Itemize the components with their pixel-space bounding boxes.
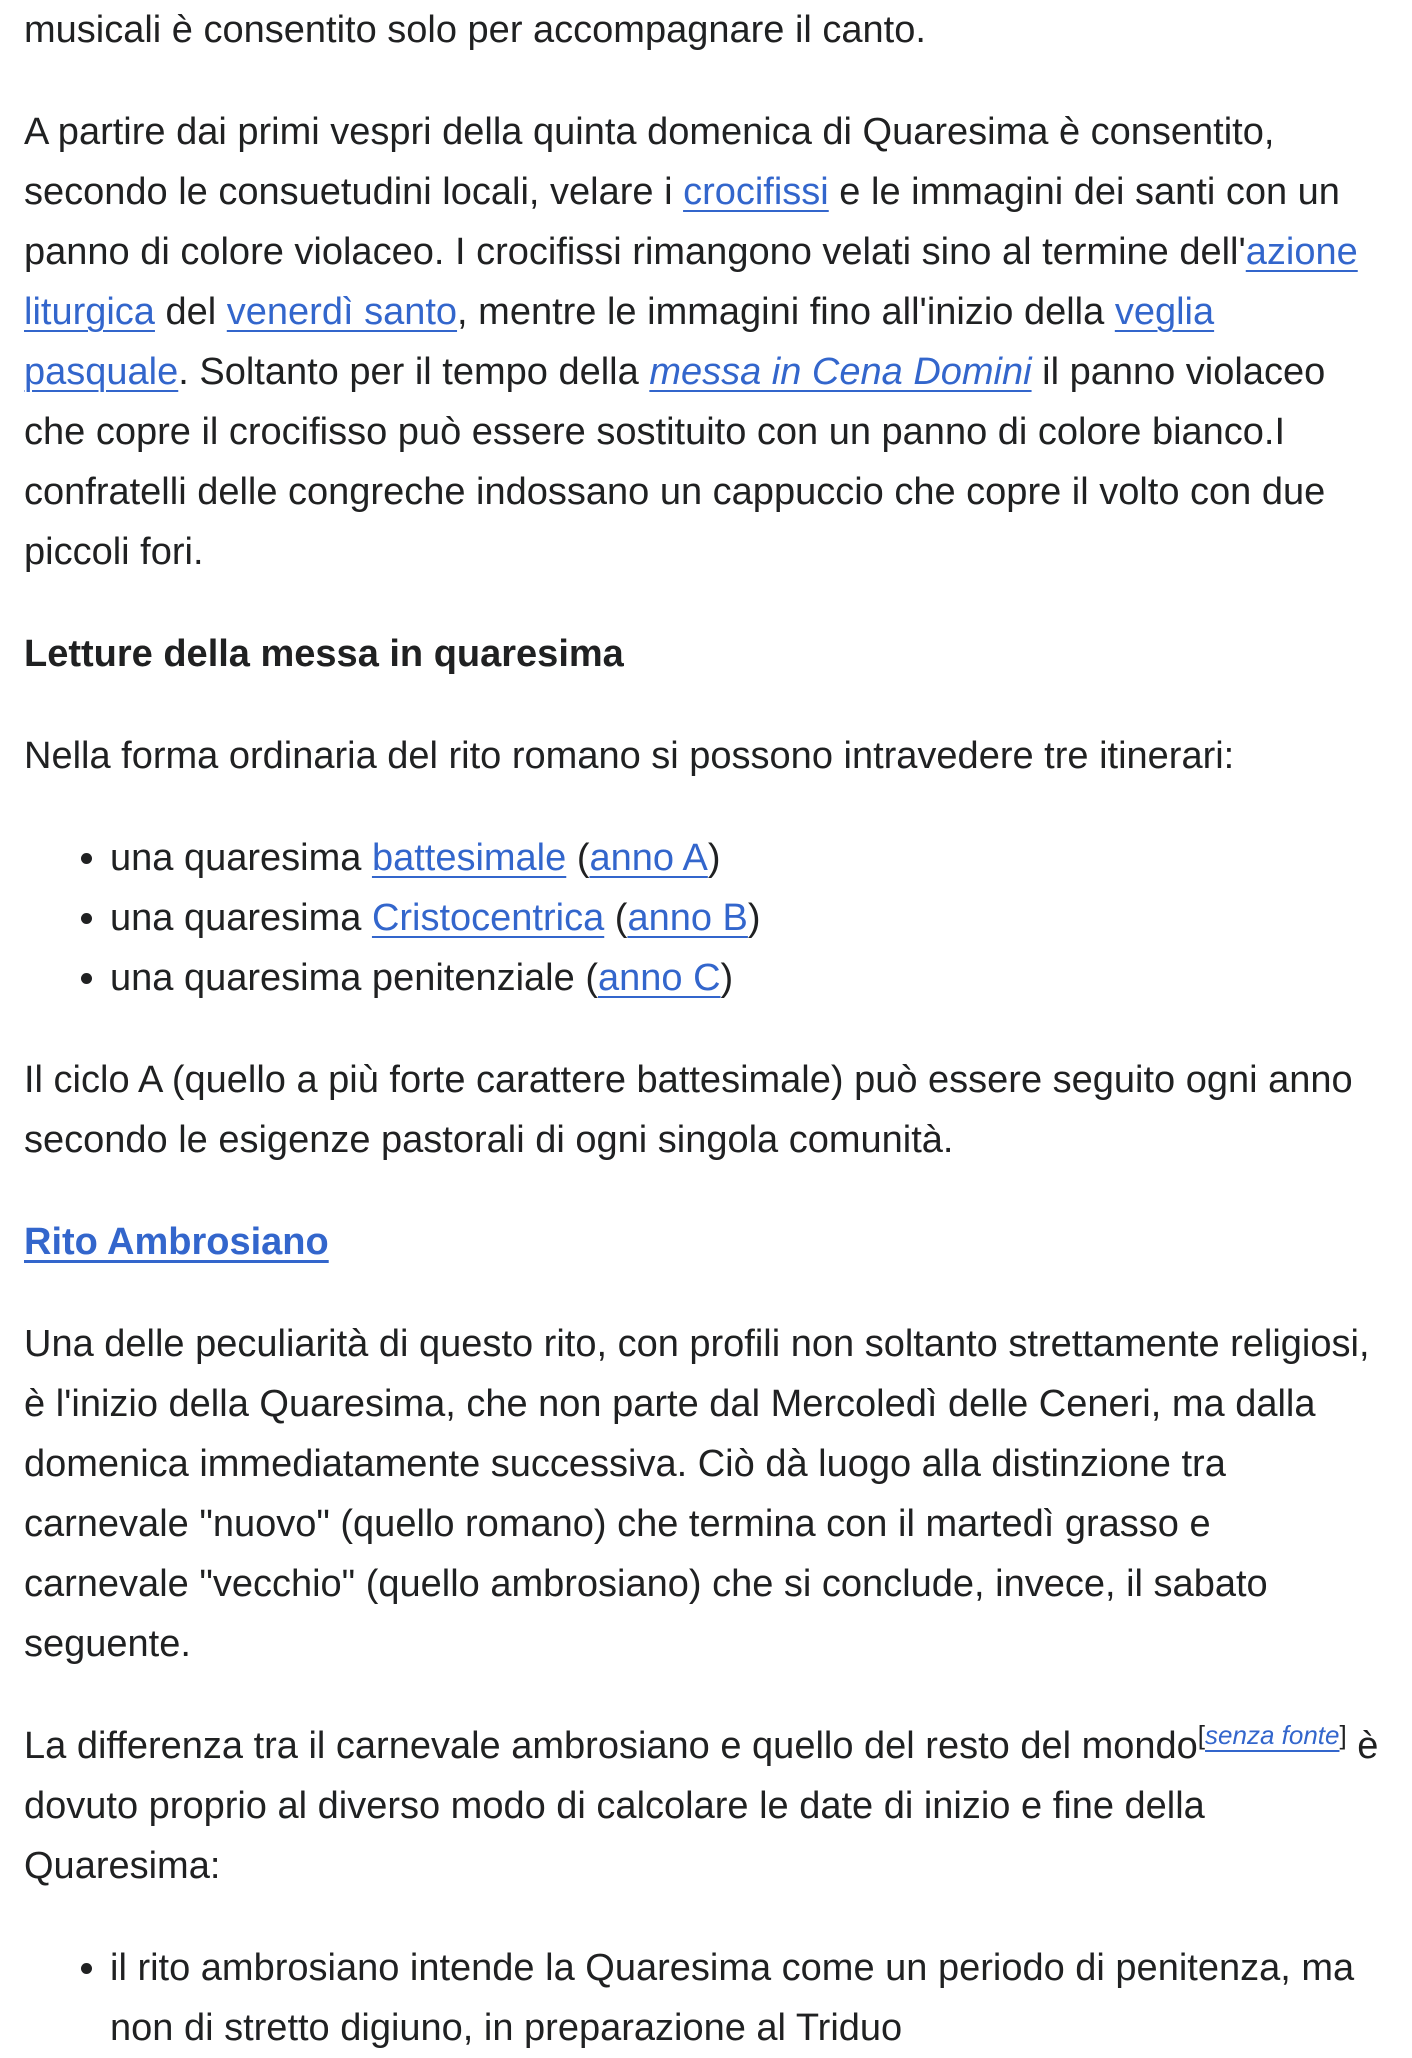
itinerari-list <box>24 828 1380 1008</box>
text: ) <box>747 897 761 939</box>
list-item <box>110 948 1380 1008</box>
paragraph-differenza <box>24 1716 1380 1896</box>
link-veglia-pasquale[interactable]: veglia pasquale <box>24 291 1215 393</box>
bracket: ] <box>1339 1720 1347 1750</box>
paragraph-itinerari: Nella forma ordinaria del rito romano si possono intravedere tre itinerari: <box>24 735 1235 777</box>
text: ( <box>604 897 628 939</box>
text: e le immagini dei santi con un panno di colore violaceo. I crocifissi rimangono velati sino al termine dell' <box>24 171 1340 273</box>
link-battesimale[interactable]: battesimale <box>371 837 567 879</box>
text: , mentre le immagini fino all'inizio della <box>457 291 1115 333</box>
citation-needed <box>1198 1720 1347 1750</box>
list-item <box>110 828 1380 888</box>
paragraph-veiling <box>24 102 1380 582</box>
text: A partire dai primi vespri della quinta domenica di Quaresima è consentito, secondo le consuetudini locali, velare i <box>24 111 1275 213</box>
link-anno-a[interactable]: anno A <box>589 837 708 879</box>
link-anno-c[interactable]: anno C <box>597 957 721 999</box>
bracket: [ <box>1197 1720 1206 1750</box>
link-rito-ambrosiano[interactable]: Rito Ambrosiano <box>24 1221 329 1263</box>
link-cristocentrica[interactable]: Cristocentrica <box>371 897 605 939</box>
text: il panno violaceo che copre il crocifisso può essere sostituito con un panno di colore bianco.I confratelli delle congreche indossano un cappuccio che copre il volto con due piccoli fori. <box>24 351 1326 573</box>
quaresima-list <box>24 1938 1380 2058</box>
link-crocifissi[interactable]: crocifissi <box>683 171 829 213</box>
link-anno-b[interactable]: anno B <box>627 897 748 939</box>
text: . Soltanto per il tempo della <box>178 351 650 393</box>
link-venerdi-santo[interactable]: venerdì santo <box>226 291 458 333</box>
text: è dovuto proprio al diverso modo di calcolare le date di inizio e fine della Quaresima: <box>24 1725 1379 1887</box>
link-senza-fonte[interactable]: senza fonte <box>1205 1720 1340 1750</box>
link-messa-in-cena-domini[interactable]: messa in Cena Domini <box>649 351 1032 393</box>
text: una quaresima <box>110 897 372 939</box>
text: ) <box>707 837 721 879</box>
section-heading-letture: Letture della messa in quaresima <box>24 633 624 675</box>
text: una quaresima penitenziale ( <box>110 957 598 999</box>
paragraph-music: musicali è consentito solo per accompagnare il canto. <box>24 9 926 51</box>
list-item: • il rito ambrosiano intende la Quaresima come un periodo di penitenza, ma non di stretto digiuno, in preparazione al Triduo <box>110 1938 1380 2058</box>
paragraph-ciclo-a: Il ciclo A (quello a più forte carattere battesimale) può essere seguito ogni anno secondo le esigenze pastorali di ogni singola comunità. <box>24 1059 1353 1161</box>
list-item <box>110 888 1380 948</box>
text: una quaresima <box>110 837 372 879</box>
text: ) <box>720 957 734 999</box>
section-heading-rito-ambrosiano <box>24 1212 1380 1272</box>
text: La differenza tra il carnevale ambrosiano e quello del resto del mondo <box>24 1725 1198 1767</box>
text: ( <box>566 837 590 879</box>
link-azione-liturgica[interactable]: azione liturgica <box>24 231 1358 333</box>
paragraph-peculiarita: Una delle peculiarità di questo rito, con profili non soltanto strettamente religiosi, è l'inizio della Quaresima, che non parte dal Mercoledì delle Ceneri, ma dalla domenica immediatamente successiva. Ciò dà luogo alla distinzione tra carnevale "nuovo" (quello romano) che termina con il martedì grasso e carnevale "vecchio" (quello ambrosiano) che si conclude, invece, il sabato seguente. <box>24 1323 1370 1665</box>
text: del <box>154 291 227 333</box>
